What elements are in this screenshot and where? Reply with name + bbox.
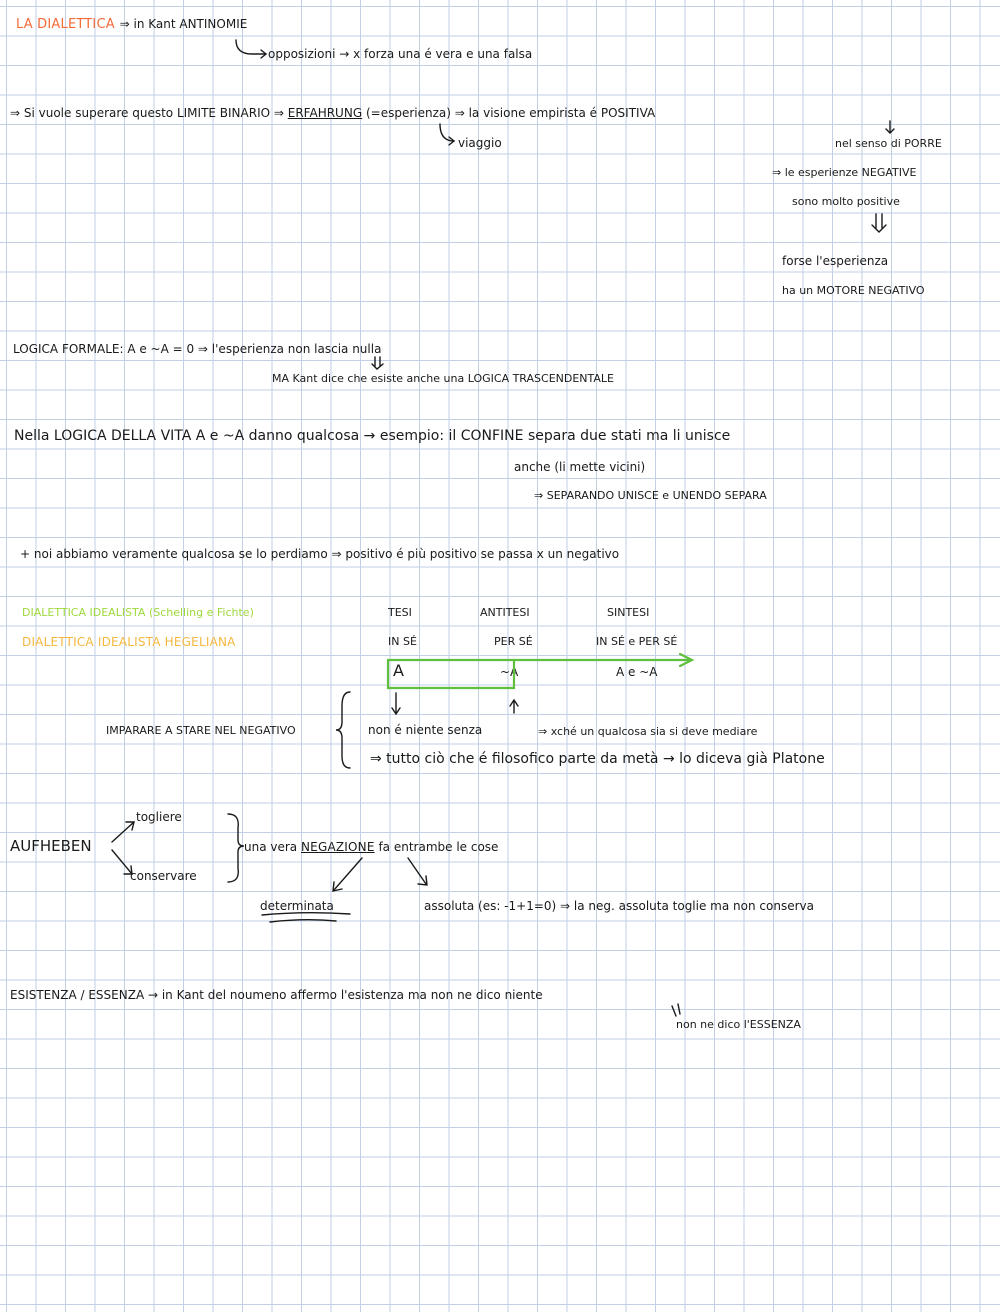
logica-formale: LOGICA FORMALE: A e ~A = 0 ⇒ l'esperienza non lascia nulla bbox=[13, 342, 382, 356]
tesi-header: TESI bbox=[388, 606, 412, 619]
mediare-note: ⇒ xché un qualcosa sia si deve mediare bbox=[538, 725, 758, 738]
erfahrung-word: ERFAHRUNG bbox=[287, 106, 363, 120]
in-se-label: IN SÉ bbox=[388, 635, 417, 648]
essenza-note: non ne dico l'ESSENZA bbox=[676, 1018, 801, 1031]
dialettica-box bbox=[388, 660, 514, 688]
erfahrung-rest: (=esperienza) ⇒ la visione empirista é POSITIVA bbox=[365, 106, 656, 120]
antinomie-note: opposizioni → x forza una é vera e una falsa bbox=[268, 47, 533, 61]
filosofico-line: ⇒ tutto ciò che é filosofico parte da metà → lo diceva già Platone bbox=[370, 751, 825, 767]
hook-arrow-icon bbox=[440, 124, 454, 141]
title-line bbox=[16, 14, 247, 34]
down-right-arrow-icon bbox=[408, 858, 426, 884]
title-antinomie: ⇒ in Kant ANTINOMIE bbox=[119, 17, 248, 31]
sintesi-header: SINTESI bbox=[607, 606, 650, 619]
logica-vita: Nella LOGICA DELLA VITA A e ~A danno qualcosa → esempio: il CONFINE separa due stati ma li unisce bbox=[14, 428, 731, 444]
a-symbol: A bbox=[393, 661, 404, 680]
togliere-label: togliere bbox=[136, 810, 182, 824]
fork-arrow-icon bbox=[112, 850, 132, 874]
una-vera: una vera bbox=[244, 840, 298, 854]
assoluta-line: assoluta (es: -1+1=0) ⇒ la neg. assoluta toglie ma non conserva bbox=[424, 899, 814, 913]
senso-porre: nel senso di PORRE bbox=[835, 137, 942, 150]
esistenza-line: ESISTENZA / ESSENZA → in Kant del noumeno affermo l'esistenza ma non ne dico niente bbox=[10, 988, 543, 1002]
niente-senza: non é niente senza bbox=[368, 723, 483, 737]
forse-esperienza: forse l'esperienza bbox=[782, 254, 889, 268]
negazione-word: NEGAZIONE bbox=[300, 840, 375, 854]
erfahrung-line bbox=[10, 104, 655, 122]
aufheben-word: AUFHEBEN bbox=[10, 837, 92, 855]
arrow-head-icon bbox=[680, 654, 692, 666]
dialettica-schelling: DIALETTICA IDEALISTA (Schelling e Fichte) bbox=[22, 606, 254, 619]
a-and-not-a: A e ~A bbox=[616, 665, 658, 679]
erfahrung-intro: ⇒ Si vuole superare questo LIMITE BINARIO ⇒ bbox=[10, 106, 284, 120]
title-dialettica: LA DIALETTICA bbox=[16, 17, 115, 32]
down-left-arrow-icon bbox=[334, 858, 362, 890]
double-down-arrow-icon bbox=[375, 357, 380, 366]
conservare-label: conservare bbox=[130, 869, 197, 883]
vera-negazione-line bbox=[244, 838, 498, 856]
per-se-label: PER SÉ bbox=[494, 635, 533, 648]
curly-brace-icon bbox=[228, 814, 244, 882]
determinata-label: determinata bbox=[260, 899, 334, 913]
molto-positive: sono molto positive bbox=[792, 195, 900, 208]
dialettica-hegeliana: DIALETTICA IDEALISTA HEGELIANA bbox=[22, 635, 236, 649]
separando-unisce: ⇒ SEPARANDO UNISCE e UNENDO SEPARA bbox=[534, 489, 767, 502]
logica-trascendentale: MA Kant dice che esiste anche una LOGICA TRASCENDENTALE bbox=[272, 372, 614, 385]
vita-vicini: anche (li mette vicini) bbox=[514, 460, 646, 474]
imparare-negativo: IMPARARE A STARE NEL NEGATIVO bbox=[106, 724, 296, 737]
hook-arrow-icon bbox=[236, 40, 266, 54]
in-per-se-label: IN SÉ e PER SÉ bbox=[596, 635, 678, 648]
fork-arrow-icon bbox=[112, 822, 134, 842]
fa-entrambe: fa entrambe le cose bbox=[378, 840, 499, 854]
curly-brace-icon bbox=[336, 692, 350, 768]
antitesi-header: ANTITESI bbox=[480, 606, 530, 619]
double-down-arrow-icon bbox=[672, 1004, 680, 1016]
double-down-arrow-icon bbox=[876, 214, 882, 228]
not-a-symbol: ~A bbox=[500, 665, 519, 679]
motore-negativo: ha un MOTORE NEGATIVO bbox=[782, 284, 925, 297]
underline-stroke bbox=[270, 920, 336, 922]
viaggio-note: viaggio bbox=[458, 136, 502, 150]
esperienze-negative: ⇒ le esperienze NEGATIVE bbox=[772, 166, 917, 179]
perdiamo-line: + noi abbiamo veramente qualcosa se lo perdiamo ⇒ positivo é più positivo se passa x un negativo bbox=[20, 547, 620, 561]
